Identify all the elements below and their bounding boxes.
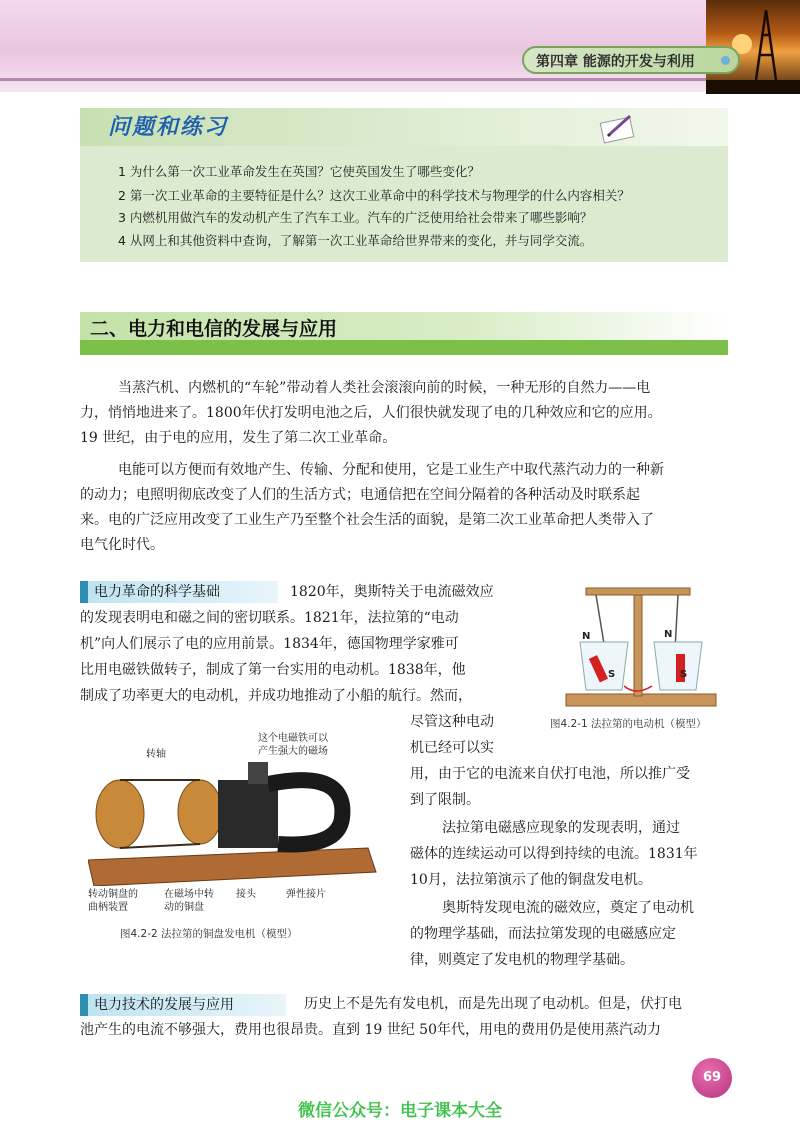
paragraph-line: 机”向人们展示了电的应用前景。1834年，德国物理学家雅可: [80, 636, 459, 652]
paragraph-line: 比用电磁铁做转子，制成了第一台实用的电动机。1838年，他: [80, 662, 466, 678]
paragraph-line: 电气化时代。: [80, 537, 164, 553]
chapter-dot-icon: [721, 56, 730, 65]
paragraph-line: 法拉第电磁感应现象的发现表明，通过: [442, 820, 680, 836]
paragraph-line: 10月，法拉第演示了他的铜盘发电机。: [410, 872, 652, 888]
paragraph-line: 电能可以方便而有效地产生、传输、分配和使用，它是工业生产中取代蒸汽动力的一种新: [118, 462, 664, 478]
paragraph-line: 当蒸汽机、内燃机的“车轮”带动着人类社会滚滚向前的时候，一种无形的自然力——电: [118, 380, 651, 396]
paragraph-line: 的物理学基础，而法拉第发现的电磁感应定: [410, 926, 676, 942]
exercise-item: 2 第一次工业革命的主要特征是什么？这次工业革命中的科学技术与物理学的什么内容相关？: [118, 188, 630, 203]
page-number: 69: [692, 1058, 732, 1098]
section-title: 二、电力和电信的发展与应用: [90, 318, 338, 340]
tech-tag: 电力技术的发展与应用: [80, 994, 286, 1016]
paragraph-line: 来。电的广泛应用改变了工业生产乃至整个社会生活的面貌，是第二次工业革命把人类带入了: [80, 512, 654, 528]
exercise-title: 问题和练习: [108, 115, 229, 140]
figure-copper-disc-generator: [88, 748, 378, 886]
paragraph-line: 用，由于它的电流来自伏打电池，所以推广受: [410, 766, 690, 782]
label-crank: 转动铜盘的 曲柄装置: [88, 889, 138, 913]
figure1-caption: 图4.2-1 法拉第的电动机（模型）: [550, 718, 707, 730]
label-electromagnet: 这个电磁铁可以 产生强大的磁场: [258, 733, 328, 757]
paragraph-line: 的动力；电照明彻底改变了人们的生活方式；电通信把在空间分隔着的各种活动及时联系起: [80, 487, 640, 503]
paragraph-line: 历史上不是先有发电机，而是先出现了电动机。但是，伏打电: [304, 996, 682, 1012]
section-heading-underline: [80, 340, 728, 355]
figure2-caption: 图4.2-2 法拉第的铜盘发电机（模型）: [120, 928, 298, 940]
pole-north-label: N: [582, 631, 591, 642]
label-disc: 在磁场中转 动的铜盘: [164, 889, 214, 913]
chapter-title: 第四章 能源的开发与利用: [536, 54, 695, 70]
watermark-text: 微信公众号：电子课本大全: [298, 1101, 502, 1121]
figure-faraday-motor: [556, 578, 726, 710]
exercise-item: 4 从网上和其他资料中查询，了解第一次工业革命给世界带来的变化，并与同学交流。: [118, 233, 593, 248]
paragraph-line: 磁体的连续运动可以得到持续的电流。1831年: [410, 846, 698, 862]
science-basis-tag: 电力革命的科学基础: [80, 581, 278, 603]
exercise-item: 1 为什么第一次工业革命发生在英国？它使英国发生了哪些变化？: [118, 164, 480, 179]
pole-south-label: S: [608, 669, 616, 680]
paragraph-line: 奥斯特发现电流的磁效应，奠定了电动机: [442, 900, 694, 916]
paragraph-line: 律，则奠定了发电机的物理学基础。: [410, 952, 634, 968]
paragraph-line: 尽管这种电动: [410, 714, 494, 730]
pole-north-label: N: [664, 629, 673, 640]
header-divider: [0, 78, 800, 81]
label-joint: 接头: [236, 889, 256, 900]
paragraph-line: 制成了功率更大的电动机，并成功地推动了小船的航行。然而，: [80, 688, 472, 704]
paragraph-line: 19 世纪，由于电的应用，发生了第二次工业革命。: [80, 430, 397, 446]
chapter-tab: [522, 46, 740, 74]
label-spring: 弹性接片: [286, 889, 326, 900]
label-axle: 转轴: [146, 749, 166, 760]
paragraph-line: 到了限制。: [410, 792, 480, 808]
paragraph-line: 1820年，奥斯特关于电流磁效应: [290, 584, 494, 600]
paragraph-line: 池产生的电流不够强大，费用也很昂贵。直到 19 世纪 50年代，用电的费用仍是使用蒸汽动力: [80, 1022, 661, 1038]
paragraph-line: 的发现表明电和磁之间的密切联系。1821年，法拉第的“电动: [80, 610, 459, 626]
pole-south-label: S: [680, 669, 688, 680]
pencil-paper-icon: [596, 112, 642, 148]
paragraph-line: 力，悄悄地进来了。1800年伏打发明电池之后，人们很快就发现了电的几种效应和它的应用。: [80, 405, 662, 421]
paragraph-line: 机已经可以实: [410, 740, 494, 756]
exercise-item: 3 内燃机用做汽车的发动机产生了汽车工业。汽车的广泛使用给社会带来了哪些影响？: [118, 210, 593, 225]
